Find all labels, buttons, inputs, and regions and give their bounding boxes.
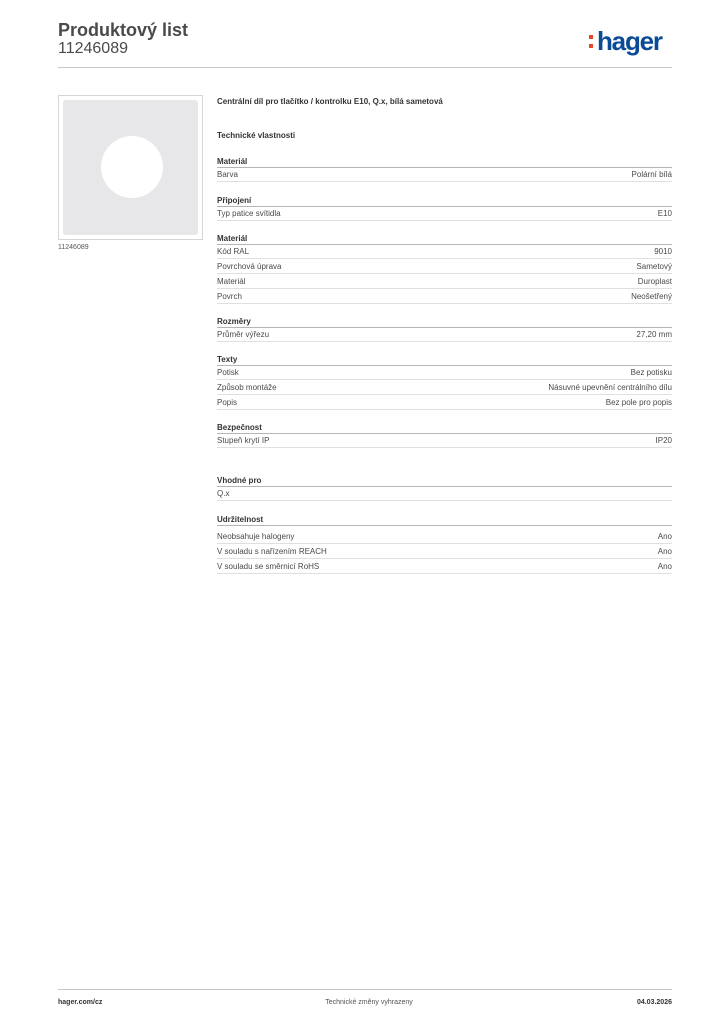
section-divider (217, 525, 672, 526)
spec-row (217, 381, 672, 395)
spec-row (217, 545, 672, 559)
footer-date: 04.03.2026 (636, 999, 672, 1006)
spec-value: Ano (657, 547, 672, 556)
technical-properties-heading: Technické vlastnosti (217, 131, 296, 140)
spec-key: Typ patice svítidla (217, 209, 281, 218)
footer-notice: Technické změny vyhrazeny (325, 999, 413, 1006)
spec-key: Barva (217, 170, 238, 179)
section-title: Materiál (217, 157, 248, 166)
spec-value: Bez potisku (630, 368, 672, 377)
spec-value: IP20 (655, 436, 672, 445)
cutout-hole-shape (101, 136, 163, 198)
spec-key: V souladu s nařízením REACH (217, 547, 327, 556)
section-title: Texty (217, 355, 238, 364)
spec-row (217, 560, 672, 574)
product-image-caption: 11246089 (58, 244, 89, 251)
section-title: Bezpečnost (217, 423, 262, 432)
spec-row (217, 168, 672, 182)
spec-key: V souladu se směrnicí RoHS (217, 562, 320, 571)
spec-row (217, 487, 672, 501)
spec-key: Stupeň krytí IP (217, 436, 270, 445)
cover-plate-shape (63, 100, 198, 235)
header-divider (58, 67, 672, 68)
spec-key: Q.x (217, 489, 230, 498)
spec-row (217, 245, 672, 259)
spec-value: Bez pole pro popis (605, 398, 672, 407)
logo-text: hager (597, 26, 662, 56)
spec-row (217, 328, 672, 342)
spec-key: Potisk (217, 368, 239, 377)
spec-key: Popis (217, 398, 238, 407)
spec-key: Kód RAL (217, 247, 250, 256)
spec-value: 27,20 mm (636, 330, 672, 339)
spec-value: Neošetřený (631, 292, 672, 301)
spec-value: Násuvné upevnění centrálního dílu (548, 383, 672, 392)
spec-value: Ano (657, 532, 672, 541)
product-title: Centrální díl pro tlačítko / kontrolku E10, Q.x, bílá sametová (217, 97, 443, 106)
footer-website-link[interactable]: hager.com/cz (58, 999, 103, 1006)
product-image (58, 95, 203, 240)
section-title: Udržitelnost (217, 515, 264, 524)
logo-dots-icon (589, 35, 593, 49)
spec-row (217, 290, 672, 304)
spec-value: Polární bílá (631, 170, 672, 179)
section-title: Vhodné pro (217, 476, 262, 485)
section-title: Připojení (217, 196, 252, 205)
page-title: Produktový list (58, 20, 189, 40)
spec-key: Průměr výřezu (217, 330, 270, 339)
spec-row (217, 434, 672, 448)
spec-value: Sametový (636, 262, 672, 271)
spec-value: Duroplast (637, 277, 672, 286)
spec-key: Povrch (217, 292, 242, 301)
spec-row (217, 207, 672, 221)
product-code: 11246089 (58, 40, 128, 57)
section-title: Materiál (217, 234, 248, 243)
hager-logo (592, 26, 662, 57)
spec-value: E10 (657, 209, 672, 218)
footer-divider (58, 989, 672, 990)
spec-row (217, 260, 672, 274)
spec-row (217, 275, 672, 289)
spec-key: Materiál (217, 277, 246, 286)
spec-value: 9010 (654, 247, 672, 256)
spec-key: Způsob montáže (217, 383, 277, 392)
spec-row (217, 366, 672, 380)
section-title: Rozměry (217, 317, 251, 326)
spec-row (217, 530, 672, 544)
spec-key: Povrchová úprava (217, 262, 282, 271)
spec-row (217, 396, 672, 410)
spec-value: Ano (657, 562, 672, 571)
spec-key: Neobsahuje halogeny (217, 532, 295, 541)
